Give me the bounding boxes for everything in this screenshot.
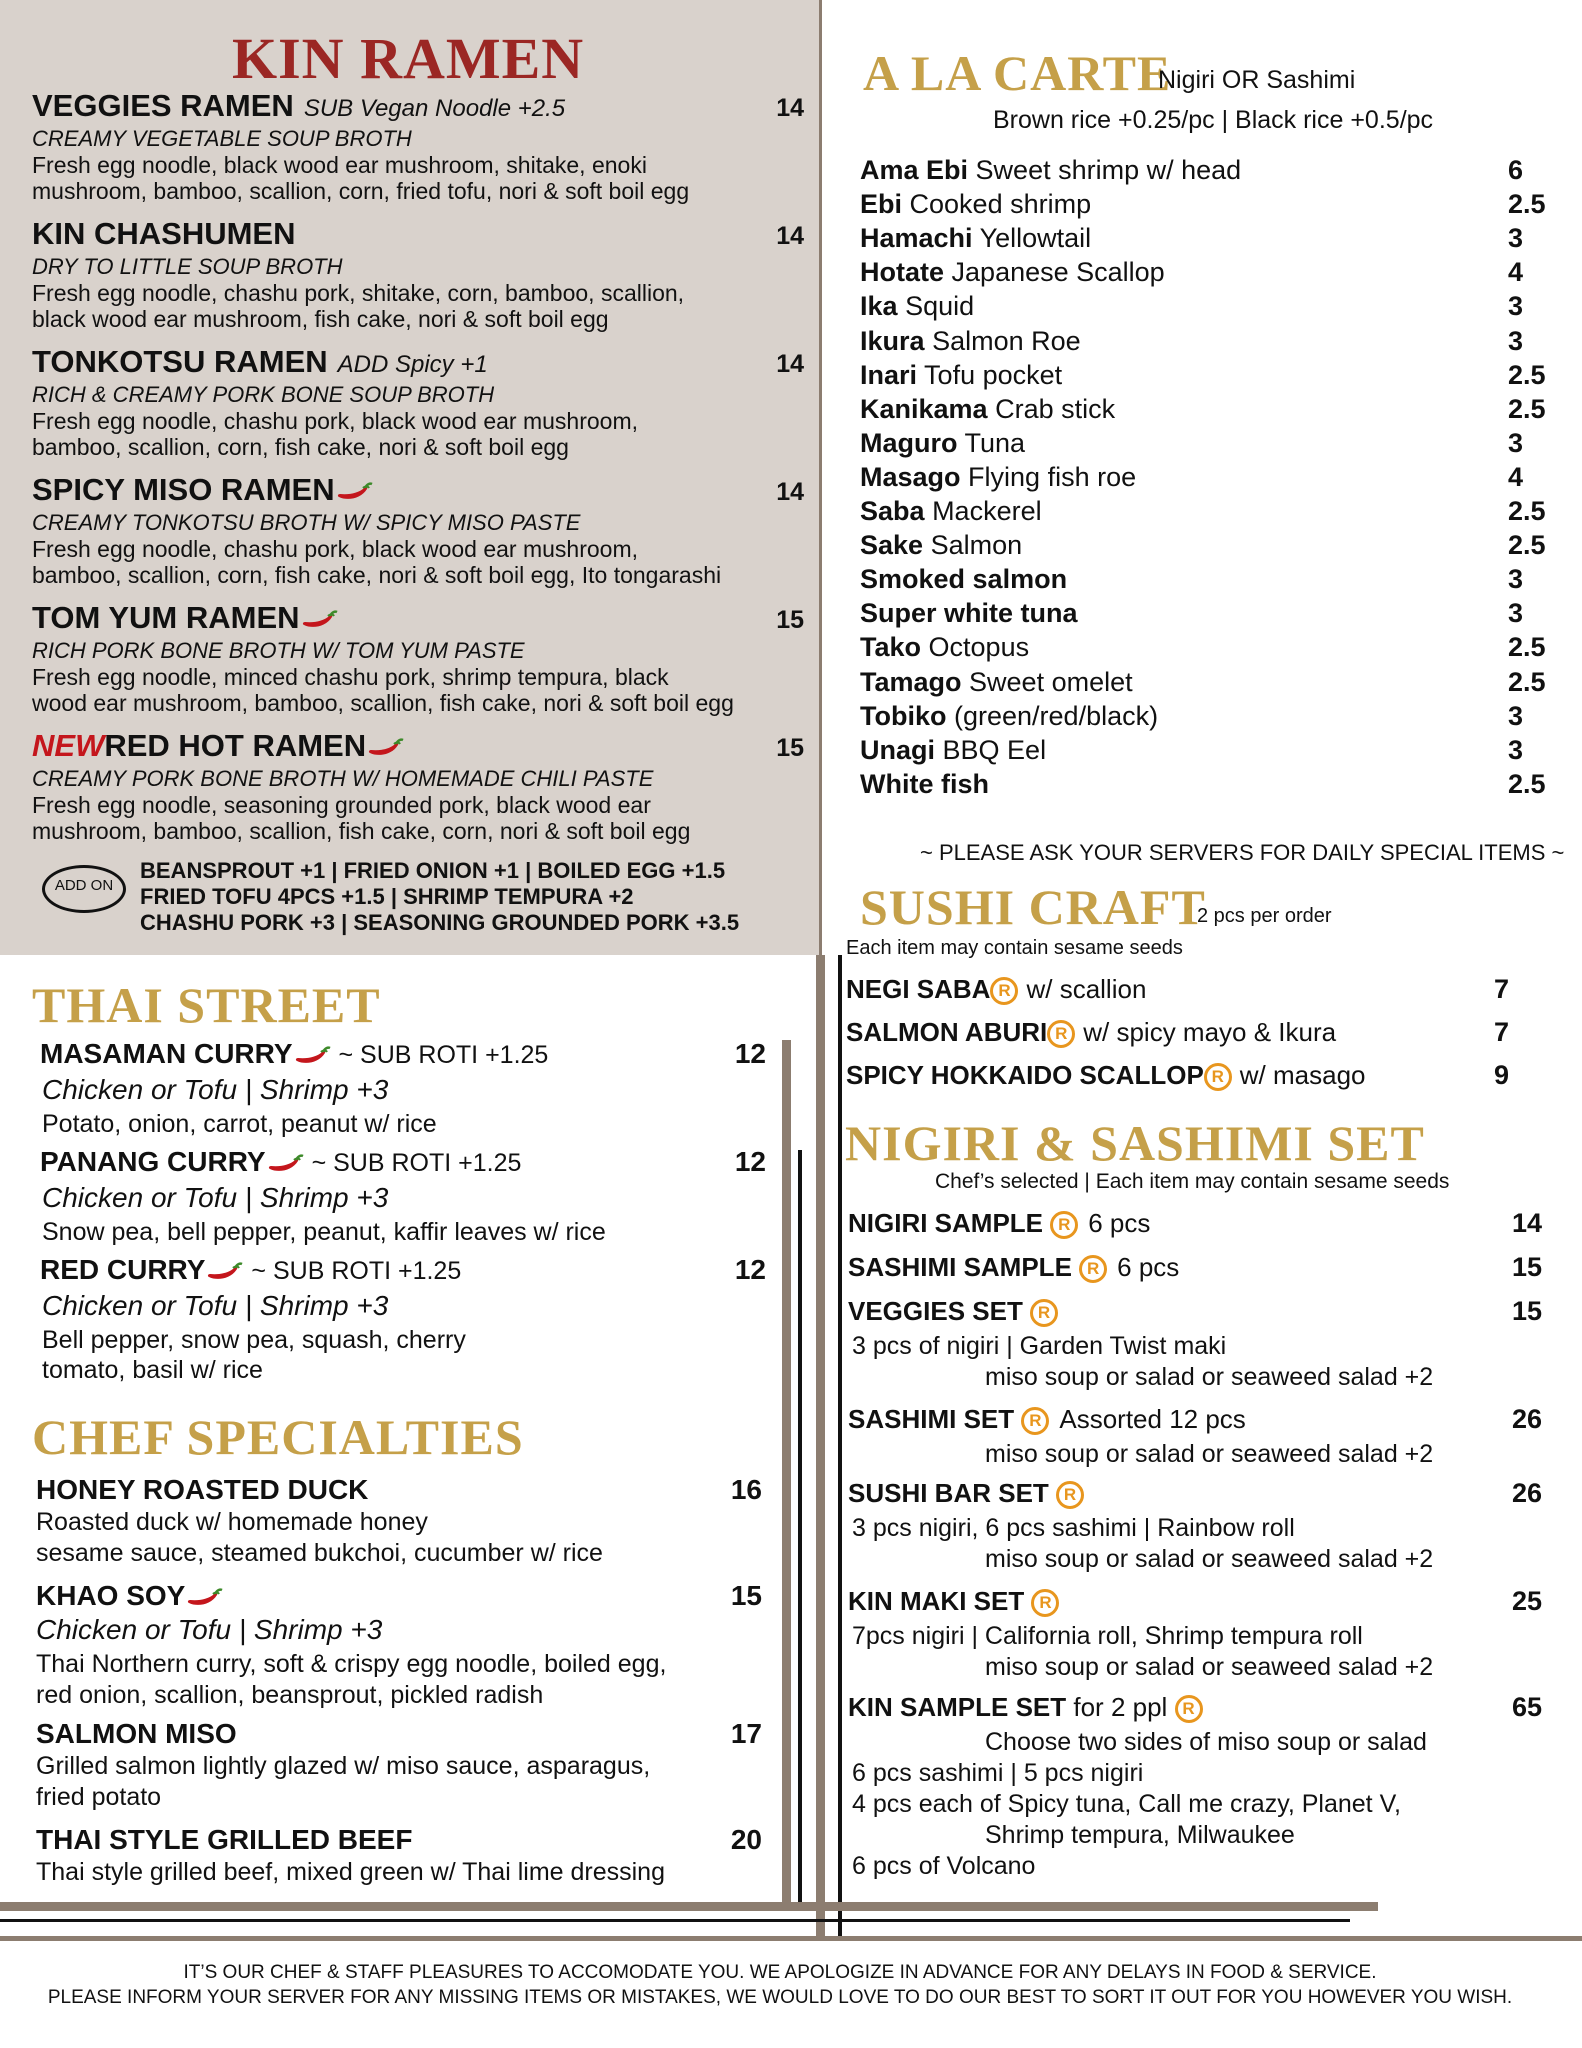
set-item-price: 25 (1511, 1586, 1542, 1616)
craft-title: SUSHI CRAFT (860, 879, 1206, 935)
craft-item (846, 1017, 1336, 1048)
chili-pepper-icon (366, 737, 406, 759)
carte-item-desc: Crab stick (995, 393, 1116, 424)
chef-item-name: SALMON MISO (36, 1718, 237, 1749)
chef-item-desc: sesame sauce, steamed bukchoi, cucumber w/ rice (36, 1539, 603, 1567)
craft-item-desc: w/ spicy mayo & Ikura (1083, 1017, 1337, 1047)
divider-bar (0, 1919, 1350, 1922)
ramen-item-price: 14 (776, 222, 804, 250)
registered-mark-icon: R (1021, 1407, 1049, 1435)
ramen-item-heading (32, 600, 340, 636)
carte-item-name: Hamachi (860, 223, 973, 254)
set-item-line: miso soup or salad or seaweed salad +2 (985, 1653, 1434, 1681)
ramen-item-name: KIN CHASHUMEN (32, 216, 296, 251)
ramen-title: KIN RAMEN (232, 26, 585, 91)
registered-mark-icon: R (1047, 1020, 1075, 1048)
sets-title: NIGIRI & SASHIMI SET (845, 1115, 1425, 1171)
carte-item-name: Ama Ebi (860, 155, 969, 185)
set-item-name: NIGIRI SAMPLE (848, 1208, 1044, 1238)
carte-item (860, 394, 1115, 425)
carte-item-price: 4 (1508, 257, 1524, 288)
set-item-name: SASHIMI SET (848, 1404, 1015, 1434)
carte-item-name: Masago (860, 461, 961, 492)
carte-item-name: Super white tuna (860, 598, 1078, 629)
carte-item-name: Saba (860, 496, 925, 526)
daily-special-note: ~ PLEASE ASK YOUR SERVERS FOR DAILY SPECIAL ITEMS ~ (920, 840, 1565, 865)
carte-item-name: Kanikama (860, 393, 988, 424)
ramen-item-name: VEGGIES RAMEN (32, 88, 294, 123)
ramen-item-note: SUB Vegan Noodle +2.5 (303, 95, 566, 122)
chili-pepper-icon (266, 1153, 306, 1175)
new-badge: NEW (32, 728, 105, 763)
ramen-item-broth: RICH PORK BONE BROTH W/ TOM YUM PASTE (32, 638, 525, 663)
ramen-item-desc: Fresh egg noodle, minced chashu pork, shrimp tempura, black (32, 664, 669, 690)
ramen-item-desc: Fresh egg noodle, seasoning grounded pork, black wood ear (32, 792, 651, 818)
footer-line-2: PLEASE INFORM YOUR SERVER FOR ANY MISSING ITEMS OR MISTAKES, WE WOULD LOVE TO DO OUR BEST TO SORT IT OUT FOR YOU HOWEVER YOU WISH. (47, 1987, 1513, 2008)
set-item-price: 14 (1511, 1208, 1542, 1238)
carte-item (860, 462, 1136, 493)
ramen-item-desc: bamboo, scallion, corn, fish cake, nori & soft boil egg, Ito tongarashi (32, 562, 722, 588)
ramen-item-desc: bamboo, scallion, corn, fish cake, nori & soft boil egg (32, 434, 569, 460)
carte-item (860, 326, 1081, 357)
thai-item-heading (40, 1146, 521, 1178)
set-item-line: 3 pcs of nigiri | Garden Twist maki (852, 1332, 1227, 1360)
ramen-item-heading (32, 344, 488, 380)
ramen-item-desc: Fresh egg noodle, chashu pork, black wood ear mushroom, (32, 408, 638, 434)
carte-item-name: Sake (860, 530, 924, 561)
carte-item-desc: Squid (905, 291, 975, 322)
ramen-item-name: TONKOTSU RAMEN (32, 344, 328, 379)
set-item-desc: 6 pcs (1117, 1252, 1180, 1282)
set-item-name: KIN MAKI SET (848, 1586, 1025, 1616)
carte-item-price: 3 (1508, 598, 1524, 629)
thai-item-desc: Snow pea, bell pepper, peanut, kaffir leaves w/ rice (42, 1218, 606, 1246)
ramen-item-price: 15 (776, 606, 804, 634)
carte-item-price: 2.5 (1508, 189, 1546, 220)
thai-item-sub: ~ SUB ROTI +1.25 (338, 1041, 549, 1069)
chef-item-name: THAI STYLE GRILLED BEEF (36, 1824, 413, 1855)
craft-item-desc: w/ masago (1239, 1060, 1366, 1090)
craft-item-price: 9 (1494, 1060, 1510, 1090)
ramen-item-broth: CREAMY VEGETABLE SOUP BROTH (32, 126, 412, 151)
set-item-heading (848, 1252, 1179, 1283)
carte-item-desc: Cooked shrimp (909, 189, 1092, 220)
divider-bar (782, 1040, 791, 1905)
chef-item-price: 15 (730, 1580, 762, 1611)
carte-item-price: 2.5 (1508, 632, 1546, 663)
divider-bar (838, 955, 842, 1940)
carte-item-name: Inari (860, 359, 918, 390)
carte-item-price: 3 (1508, 734, 1524, 765)
chili-pepper-icon (293, 1045, 333, 1067)
chef-item-desc: Thai style grilled beef, mixed green w/ Thai lime dressing (36, 1858, 665, 1886)
addon-label: ADD ON (54, 877, 114, 894)
chef-item-desc: Thai Northern curry, soft & crispy egg noodle, boiled egg, (36, 1650, 667, 1678)
carte-item (860, 564, 1067, 595)
footer-line-1: IT’S OUR CHEF & STAFF PLEASURES TO ACCOMODATE YOU. WE APOLOGIZE IN ADVANCE FOR ANY DELAYS IN FOOD & SERVICE. (183, 1962, 1377, 1983)
registered-mark-icon: R (1050, 1211, 1078, 1239)
carte-item-price: 3 (1508, 291, 1524, 322)
set-item-line: 6 pcs sashimi | 5 pcs nigiri (852, 1759, 1144, 1787)
carte-item-price: 3 (1508, 223, 1524, 254)
carte-item (860, 496, 1042, 527)
ramen-item-desc: Fresh egg noodle, black wood ear mushroom, shitake, enoki (32, 152, 647, 178)
carte-item-name: Ikura (860, 325, 925, 356)
carte-item-price: 2.5 (1508, 768, 1546, 799)
ramen-item-desc: mushroom, bamboo, scallion, fish cake, corn, nori & soft boil egg (32, 818, 691, 844)
ramen-item-name: RED HOT RAMEN (104, 728, 367, 763)
ramen-item-heading (32, 728, 406, 764)
carte-item-name: Unagi (860, 734, 936, 765)
carte-item-price: 2.5 (1508, 666, 1546, 697)
ramen-item-note: ADD Spicy +1 (337, 351, 488, 378)
thai-item-desc: Potato, onion, carrot, peanut w/ rice (42, 1110, 437, 1138)
set-item-price: 26 (1511, 1478, 1542, 1508)
set-item-line: miso soup or salad or seaweed salad +2 (985, 1440, 1434, 1468)
carte-item (860, 291, 974, 322)
chef-title: CHEF SPECIALTIES (32, 1409, 524, 1465)
carte-item-desc: Tofu pocket (924, 359, 1063, 390)
carte-item (860, 360, 1062, 391)
chili-pepper-icon (205, 1261, 245, 1283)
carte-item (860, 257, 1165, 288)
divider-bar (0, 1902, 1378, 1911)
set-item-heading (848, 1296, 1058, 1327)
divider-bar (798, 1150, 802, 1905)
carte-item (860, 632, 1029, 663)
addon-line: FRIED TOFU 4PCS +1.5 | SHRIMP TEMPURA +2 (140, 884, 634, 909)
set-item-suffix: for 2 ppl (1073, 1692, 1168, 1722)
thai-item-sub: ~ SUB ROTI +1.25 (311, 1149, 522, 1177)
chef-item-heading (36, 1824, 412, 1856)
chef-item-heading (36, 1718, 237, 1750)
set-item-price: 15 (1511, 1296, 1542, 1326)
carte-item-desc: BBQ Eel (942, 734, 1047, 765)
carte-rice-note: Brown rice +0.25/pc | Black rice +0.5/pc (993, 106, 1434, 134)
set-item-line: 7pcs nigiri | California roll, Shrimp tempura roll (852, 1622, 1363, 1650)
thai-item-heading (40, 1038, 548, 1070)
set-item-heading (848, 1478, 1084, 1509)
ramen-item-heading (32, 88, 565, 124)
thai-item-price: 12 (734, 1146, 766, 1177)
thai-item-sub: ~ SUB ROTI +1.25 (251, 1257, 462, 1285)
ramen-item-price: 14 (776, 350, 804, 378)
carte-item-desc: Yellowtail (979, 223, 1092, 254)
thai-item-desc: Bell pepper, snow pea, squash, cherry (42, 1326, 466, 1354)
addon-line: CHASHU PORK +3 | SEASONING GROUNDED PORK +3.5 (140, 910, 740, 935)
ramen-item-name: SPICY MISO RAMEN (32, 472, 335, 507)
carte-item-desc: Tuna (964, 427, 1026, 458)
chef-item-price: 17 (730, 1718, 762, 1749)
ramen-item-price: 14 (776, 94, 804, 122)
carte-item (860, 189, 1091, 220)
divider-bar (0, 1936, 1582, 1941)
craft-item-name: NEGI SABA (846, 974, 991, 1004)
set-item-line: 4 pcs each of Spicy tuna, Call me crazy, Planet V, (852, 1790, 1401, 1818)
thai-item-protein: Chicken or Tofu | Shrimp +3 (42, 1074, 389, 1105)
sets-note: Chef’s selected | Each item may contain sesame seeds (935, 1170, 1450, 1193)
carte-item-desc: Salmon Roe (932, 325, 1081, 356)
chili-pepper-icon (300, 609, 340, 631)
chef-item-protein: Chicken or Tofu | Shrimp +3 (36, 1614, 383, 1645)
addon-line: BEANSPROUT +1 | FRIED ONION +1 | BOILED EGG +1.5 (140, 858, 726, 883)
carte-item-desc: Salmon (930, 530, 1023, 561)
carte-item-name: Ebi (860, 189, 903, 220)
registered-mark-icon: R (1204, 1063, 1232, 1091)
carte-item-price: 3 (1508, 700, 1524, 731)
thai-item-name: MASAMAN CURRY (40, 1038, 293, 1069)
carte-item-desc: Sweet shrimp w/ head (975, 155, 1242, 185)
carte-item-name: White fish (860, 768, 989, 799)
carte-item-price: 3 (1508, 427, 1524, 458)
registered-mark-icon: R (1030, 1299, 1058, 1327)
carte-item (860, 530, 1022, 561)
set-item-desc: Assorted 12 pcs (1059, 1404, 1246, 1434)
carte-item (860, 428, 1025, 459)
carte-subtitle: Nigiri OR Sashimi (1158, 66, 1356, 94)
carte-item-price: 4 (1508, 461, 1524, 492)
ramen-item-broth: DRY TO LITTLE SOUP BROTH (32, 254, 343, 279)
thai-item-name: RED CURRY (40, 1254, 206, 1285)
carte-title: A LA CARTE (863, 45, 1172, 101)
set-item-line: 6 pcs of Volcano (852, 1852, 1036, 1880)
ramen-item-heading (32, 216, 296, 252)
carte-item-price: 2.5 (1508, 393, 1546, 424)
ramen-item-broth: RICH & CREAMY PORK BONE SOUP BROTH (32, 382, 495, 407)
set-item-line: Choose two sides of miso soup or salad (985, 1728, 1427, 1756)
registered-mark-icon: R (1056, 1481, 1084, 1509)
thai-item-heading (40, 1254, 461, 1286)
carte-item (860, 701, 1158, 732)
carte-item-desc: Japanese Scallop (951, 257, 1165, 288)
carte-item-name: Ika (860, 291, 898, 322)
chef-item-name: KHAO SOY (36, 1580, 186, 1611)
carte-item-name: Maguro (860, 427, 958, 458)
set-item-line: miso soup or salad or seaweed salad +2 (985, 1363, 1434, 1391)
carte-item-price: 3 (1508, 564, 1524, 595)
set-item-line: miso soup or salad or seaweed salad +2 (985, 1545, 1434, 1573)
thai-item-protein: Chicken or Tofu | Shrimp +3 (42, 1290, 389, 1321)
thai-item-price: 12 (734, 1038, 766, 1069)
chef-item-heading (36, 1580, 225, 1612)
carte-item (860, 769, 989, 800)
ramen-item-price: 15 (776, 734, 804, 762)
craft-note: Each item may contain sesame seeds (846, 937, 1183, 959)
chef-item-desc: red onion, scallion, beansprout, pickled radish (36, 1681, 544, 1709)
carte-item-name: Smoked salmon (860, 564, 1068, 595)
ramen-item-desc: Fresh egg noodle, chashu pork, black wood ear mushroom, (32, 536, 638, 562)
carte-item-name: Hotate (860, 257, 945, 288)
set-item-desc: 6 pcs (1088, 1208, 1151, 1238)
carte-item-name: Tamago (860, 666, 962, 697)
ramen-item-heading (32, 472, 375, 508)
chef-item-price: 20 (730, 1824, 762, 1855)
chili-pepper-icon (335, 481, 375, 503)
ramen-item-desc: black wood ear mushroom, fish cake, nori & soft boil egg (32, 306, 609, 332)
set-item-name: VEGGIES SET (848, 1296, 1023, 1326)
set-item-heading (848, 1586, 1059, 1617)
carte-item-name: Tako (860, 632, 922, 663)
chef-item-desc: fried potato (36, 1783, 162, 1811)
thai-item-price: 12 (734, 1254, 766, 1285)
craft-item-price: 7 (1494, 974, 1510, 1004)
carte-item-price: 2.5 (1508, 359, 1546, 390)
chef-item-desc: Roasted duck w/ homemade honey (36, 1508, 428, 1536)
ramen-item-broth: CREAMY PORK BONE BROTH W/ HOMEMADE CHILI PASTE (32, 766, 654, 791)
divider-bar (816, 955, 825, 1940)
carte-item (860, 155, 1241, 186)
chef-item-price: 16 (730, 1474, 762, 1505)
set-item-price: 15 (1511, 1252, 1542, 1282)
registered-mark-icon: R (1031, 1589, 1059, 1617)
thai-item-protein: Chicken or Tofu | Shrimp +3 (42, 1182, 389, 1213)
thai-item-desc: tomato, basil w/ rice (42, 1356, 263, 1384)
set-item-name: SUSHI BAR SET (848, 1478, 1049, 1508)
craft-subtitle: 2 pcs per order (1197, 905, 1332, 927)
ramen-item-broth: CREAMY TONKOTSU BROTH W/ SPICY MISO PASTE (32, 510, 581, 535)
thai-title: THAI STREET (32, 977, 381, 1033)
craft-item-name: SALMON ABURI (846, 1017, 1048, 1047)
set-item-name: KIN SAMPLE SET (848, 1692, 1067, 1722)
carte-item-desc: Flying fish roe (968, 461, 1137, 492)
chef-item-heading (36, 1474, 368, 1506)
craft-item-price: 7 (1494, 1017, 1510, 1047)
ramen-item-desc: mushroom, bamboo, scallion, corn, fried tofu, nori & soft boil egg (32, 178, 690, 204)
set-item-heading (848, 1404, 1246, 1435)
chef-item-name: HONEY ROASTED DUCK (36, 1474, 369, 1505)
set-item-line: 3 pcs nigiri, 6 pcs sashimi | Rainbow roll (852, 1514, 1295, 1542)
set-item-heading (848, 1208, 1150, 1239)
set-item-heading (848, 1692, 1203, 1723)
set-item-price: 26 (1511, 1404, 1542, 1434)
craft-item (846, 974, 1146, 1005)
registered-mark-icon: R (1175, 1695, 1203, 1723)
carte-item (860, 598, 1078, 629)
ramen-item-price: 14 (776, 478, 804, 506)
carte-item-desc: (green/red/black) (954, 700, 1159, 731)
thai-item-name: PANANG CURRY (40, 1146, 266, 1177)
craft-item (846, 1060, 1366, 1091)
set-item-price: 65 (1511, 1692, 1542, 1722)
carte-item (860, 667, 1133, 698)
set-item-name: SASHIMI SAMPLE (848, 1252, 1072, 1282)
carte-item-desc: Sweet omelet (969, 666, 1133, 697)
chili-pepper-icon (185, 1587, 225, 1609)
ramen-item-desc: Fresh egg noodle, chashu pork, shitake, corn, bamboo, scallion, (32, 280, 685, 306)
carte-item-price: 2.5 (1508, 530, 1546, 561)
registered-mark-icon: R (990, 977, 1018, 1005)
registered-mark-icon: R (1079, 1255, 1107, 1283)
carte-item-price: 2.5 (1508, 496, 1546, 526)
ramen-item-desc: wood ear mushroom, bamboo, scallion, fish cake, nori & soft boil egg (32, 690, 734, 716)
craft-item-name: SPICY HOKKAIDO SCALLOP (846, 1060, 1204, 1090)
carte-item-desc: Mackerel (932, 496, 1042, 526)
carte-item (860, 735, 1046, 766)
chef-item-desc: Grilled salmon lightly glazed w/ miso sauce, asparagus, (36, 1752, 651, 1780)
ramen-item-name: TOM YUM RAMEN (32, 600, 300, 635)
carte-item-desc: Octopus (928, 632, 1030, 663)
carte-item-name: Tobiko (860, 700, 947, 731)
carte-item (860, 223, 1091, 254)
carte-item-price: 6 (1508, 155, 1524, 185)
carte-item-price: 3 (1508, 325, 1524, 356)
set-item-line: Shrimp tempura, Milwaukee (985, 1821, 1295, 1849)
craft-item-desc: w/ scallion (1026, 974, 1147, 1004)
